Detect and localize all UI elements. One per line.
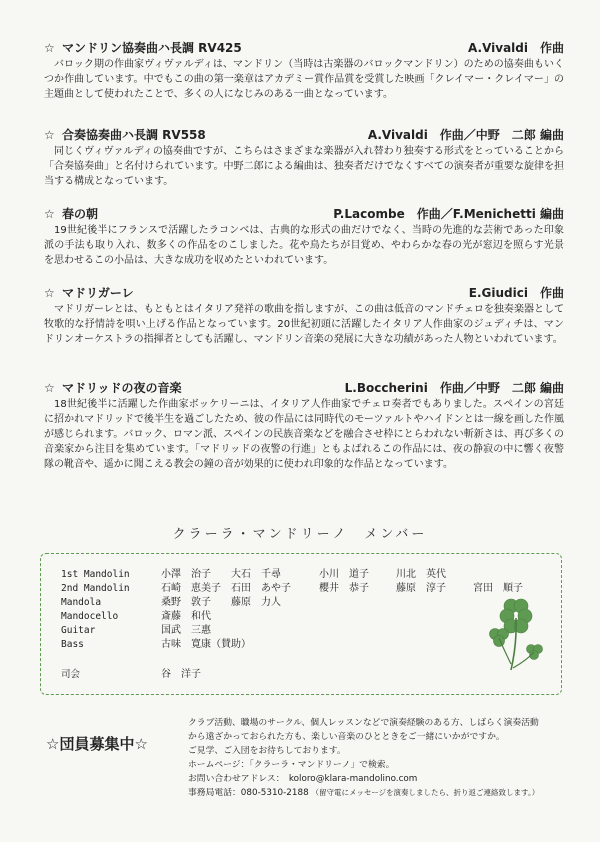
star-icon: ☆ bbox=[44, 381, 55, 395]
recruit-title: ☆団員募集中☆ bbox=[46, 735, 148, 753]
piece-title: マンドリン協奏曲ハ長調 RV425 bbox=[62, 41, 242, 55]
recruit-line: ホームページ：「クラーラ・マンドリーノ」で検索。 bbox=[188, 760, 395, 770]
piece-heading bbox=[44, 285, 564, 301]
member-name: 川北 英代 bbox=[396, 569, 446, 580]
recruit-line: クラブ活動、職場のサークル、個人レッスンなどで演奏経験のある方、しばらく演奏活動 bbox=[188, 718, 539, 728]
star-icon: ☆ bbox=[44, 207, 55, 221]
member-name: 櫻井 恭子 bbox=[319, 583, 369, 594]
piece-description: バロック期の作曲家ヴィヴァルディは、マンドリン（当時は古楽器のバロックマンドリン）のための協奏曲もいくつか作曲しています。中でもこの曲の第一楽章はアカデミー賞作品賞を受賞した映画「クレイマー・クレイマー」の主題曲として使われたことで、多くの人になじみのある一曲となっています。 bbox=[44, 59, 564, 100]
recruit-line: ご見学、ご入団をお待ちしております。 bbox=[188, 746, 346, 756]
member-name: 大石 千尋 bbox=[231, 569, 281, 580]
piece-description: 同じくヴィヴァルディの協奏曲ですが、こちらはさまざまな楽器が入れ替わり独奏する形式をとっていることから「合奏協奏曲」と名付けられています。中野二郎による編曲は、独奏者だけでなくすべての演奏者が重要な旋律を担当する構成となっています。 bbox=[44, 146, 564, 187]
piece-title: マドリガーレ bbox=[62, 286, 134, 300]
piece-rv558 bbox=[44, 127, 564, 189]
recruit-line: お問い合わせアドレス： koloro@klara-mandolino.com bbox=[188, 774, 418, 784]
member-name: 藤原 淳子 bbox=[396, 583, 446, 594]
piece-title: 合奏協奏曲ハ長調 RV558 bbox=[62, 128, 206, 142]
piece-credit: E.Giudici 作曲 bbox=[468, 286, 564, 300]
member-role: 司会 bbox=[61, 669, 81, 680]
piece-credit: L.Boccherini 作曲／中野 二郎 編曲 bbox=[344, 381, 564, 395]
piece-heading bbox=[44, 40, 564, 56]
member-name: 谷 洋子 bbox=[161, 669, 201, 680]
piece-description: マドリガーレとは、もともとはイタリア発祥の歌曲を指しますが、この曲は低音のマンドチェロを独奏楽器として牧歌的な抒情詩を唄い上げる作品となっています。20世紀初頭に活躍したイタリア人作曲家のジュディチは、マンドリンオーケストラの指揮者としても活躍し、マンドリン音楽の発展に大きな功績があった人物といわれています。 bbox=[44, 304, 564, 345]
recruit-info bbox=[188, 716, 578, 800]
piece-heading bbox=[44, 380, 564, 396]
recruit-line: から遠ざかっておられた方も、楽しい音楽のひとときをご一緒にいかがですか。 bbox=[188, 732, 505, 742]
member-role: 2nd Mandolin bbox=[61, 583, 130, 594]
member-name: 石田 あや子 bbox=[231, 583, 291, 594]
member-role: Guitar bbox=[61, 625, 96, 636]
piece-credit: A.Vivaldi 作曲／中野 二郎 編曲 bbox=[367, 128, 564, 142]
member-name: 斎藤 和代 bbox=[161, 611, 211, 622]
member-role: Bass bbox=[61, 639, 84, 650]
piece-rv425 bbox=[44, 40, 564, 102]
piece-title: 春の朝 bbox=[62, 207, 99, 221]
member-name: 小川 道子 bbox=[319, 569, 369, 580]
piece-madrigale bbox=[44, 285, 564, 347]
clover-icon bbox=[481, 594, 551, 674]
star-icon: ☆ bbox=[44, 286, 55, 300]
piece-heading bbox=[44, 127, 564, 143]
piece-madrid-night-music bbox=[44, 380, 564, 472]
member-name: 国武 三惠 bbox=[161, 625, 211, 636]
member-role: Mandocello bbox=[61, 611, 119, 622]
member-name: 小澤 治子 bbox=[161, 569, 211, 580]
star-icon: ☆ bbox=[44, 41, 55, 55]
star-icon: ☆ bbox=[44, 128, 55, 142]
recruit-phone-line bbox=[188, 786, 578, 800]
member-role: 1st Mandolin bbox=[61, 569, 130, 580]
member-name: 桑野 敦子 bbox=[161, 597, 211, 608]
member-name: 石崎 恵美子 bbox=[161, 583, 221, 594]
recruit-phone-note: （留守電にメッセージを演奏しましたら、折り返ご連絡致します。） bbox=[311, 788, 540, 797]
member-name: 古味 寛康（賛助） bbox=[161, 639, 251, 650]
piece-heading bbox=[44, 206, 564, 222]
piece-description: 18世紀後半に活躍した作曲家ボッケリーニは、イタリア人作曲家でチェロ奏者でもありました。スペインの宮廷に招かれマドリッドで後半生を過ごしたため、彼の作品には同時代のモーツァルトやハイドンとは一線を画した作風が感じられます。バロック、ロマン派、スペインの民族音楽などを融合させ枠にとらわれない斬新さは、再び多くの音楽家から注目を集めています。「マドリッドの夜警の行進」ともよばれるこの作品には、夜の静寂の中に響く夜警隊の靴音や、遥かに聞こえる教会の鐘の音が効果的に使われ印象的な作品となっています。 bbox=[44, 399, 564, 470]
recruit-phone: 事務局電話：080-5310-2188 bbox=[188, 788, 309, 798]
members-box bbox=[40, 553, 562, 695]
piece-description: 19世紀後半にフランスで活躍したラコンベは、古典的な形式の曲だけでなく、当時の先進的な芸術であった印象派の手法も取り入れ、数多くの作品をのこしました。花や鳥たちが目覚め、やわらかな春の光が窓辺を照らす光景を思わせるこの小品は、大きな成功を収めたといわれています。 bbox=[44, 225, 564, 266]
member-name: 宮田 順子 bbox=[473, 583, 523, 594]
piece-title: マドリッドの夜の音楽 bbox=[62, 381, 182, 395]
member-role: Mandola bbox=[61, 597, 102, 608]
piece-credit: A.Vivaldi 作曲 bbox=[468, 41, 564, 55]
members-title: クラーラ・マンドリーノ メンバー bbox=[172, 527, 428, 542]
piece-haru-no-asa bbox=[44, 206, 564, 268]
piece-credit: P.Lacombe 作曲／F.Menichetti 編曲 bbox=[333, 207, 564, 221]
member-name: 藤原 力人 bbox=[231, 597, 281, 608]
